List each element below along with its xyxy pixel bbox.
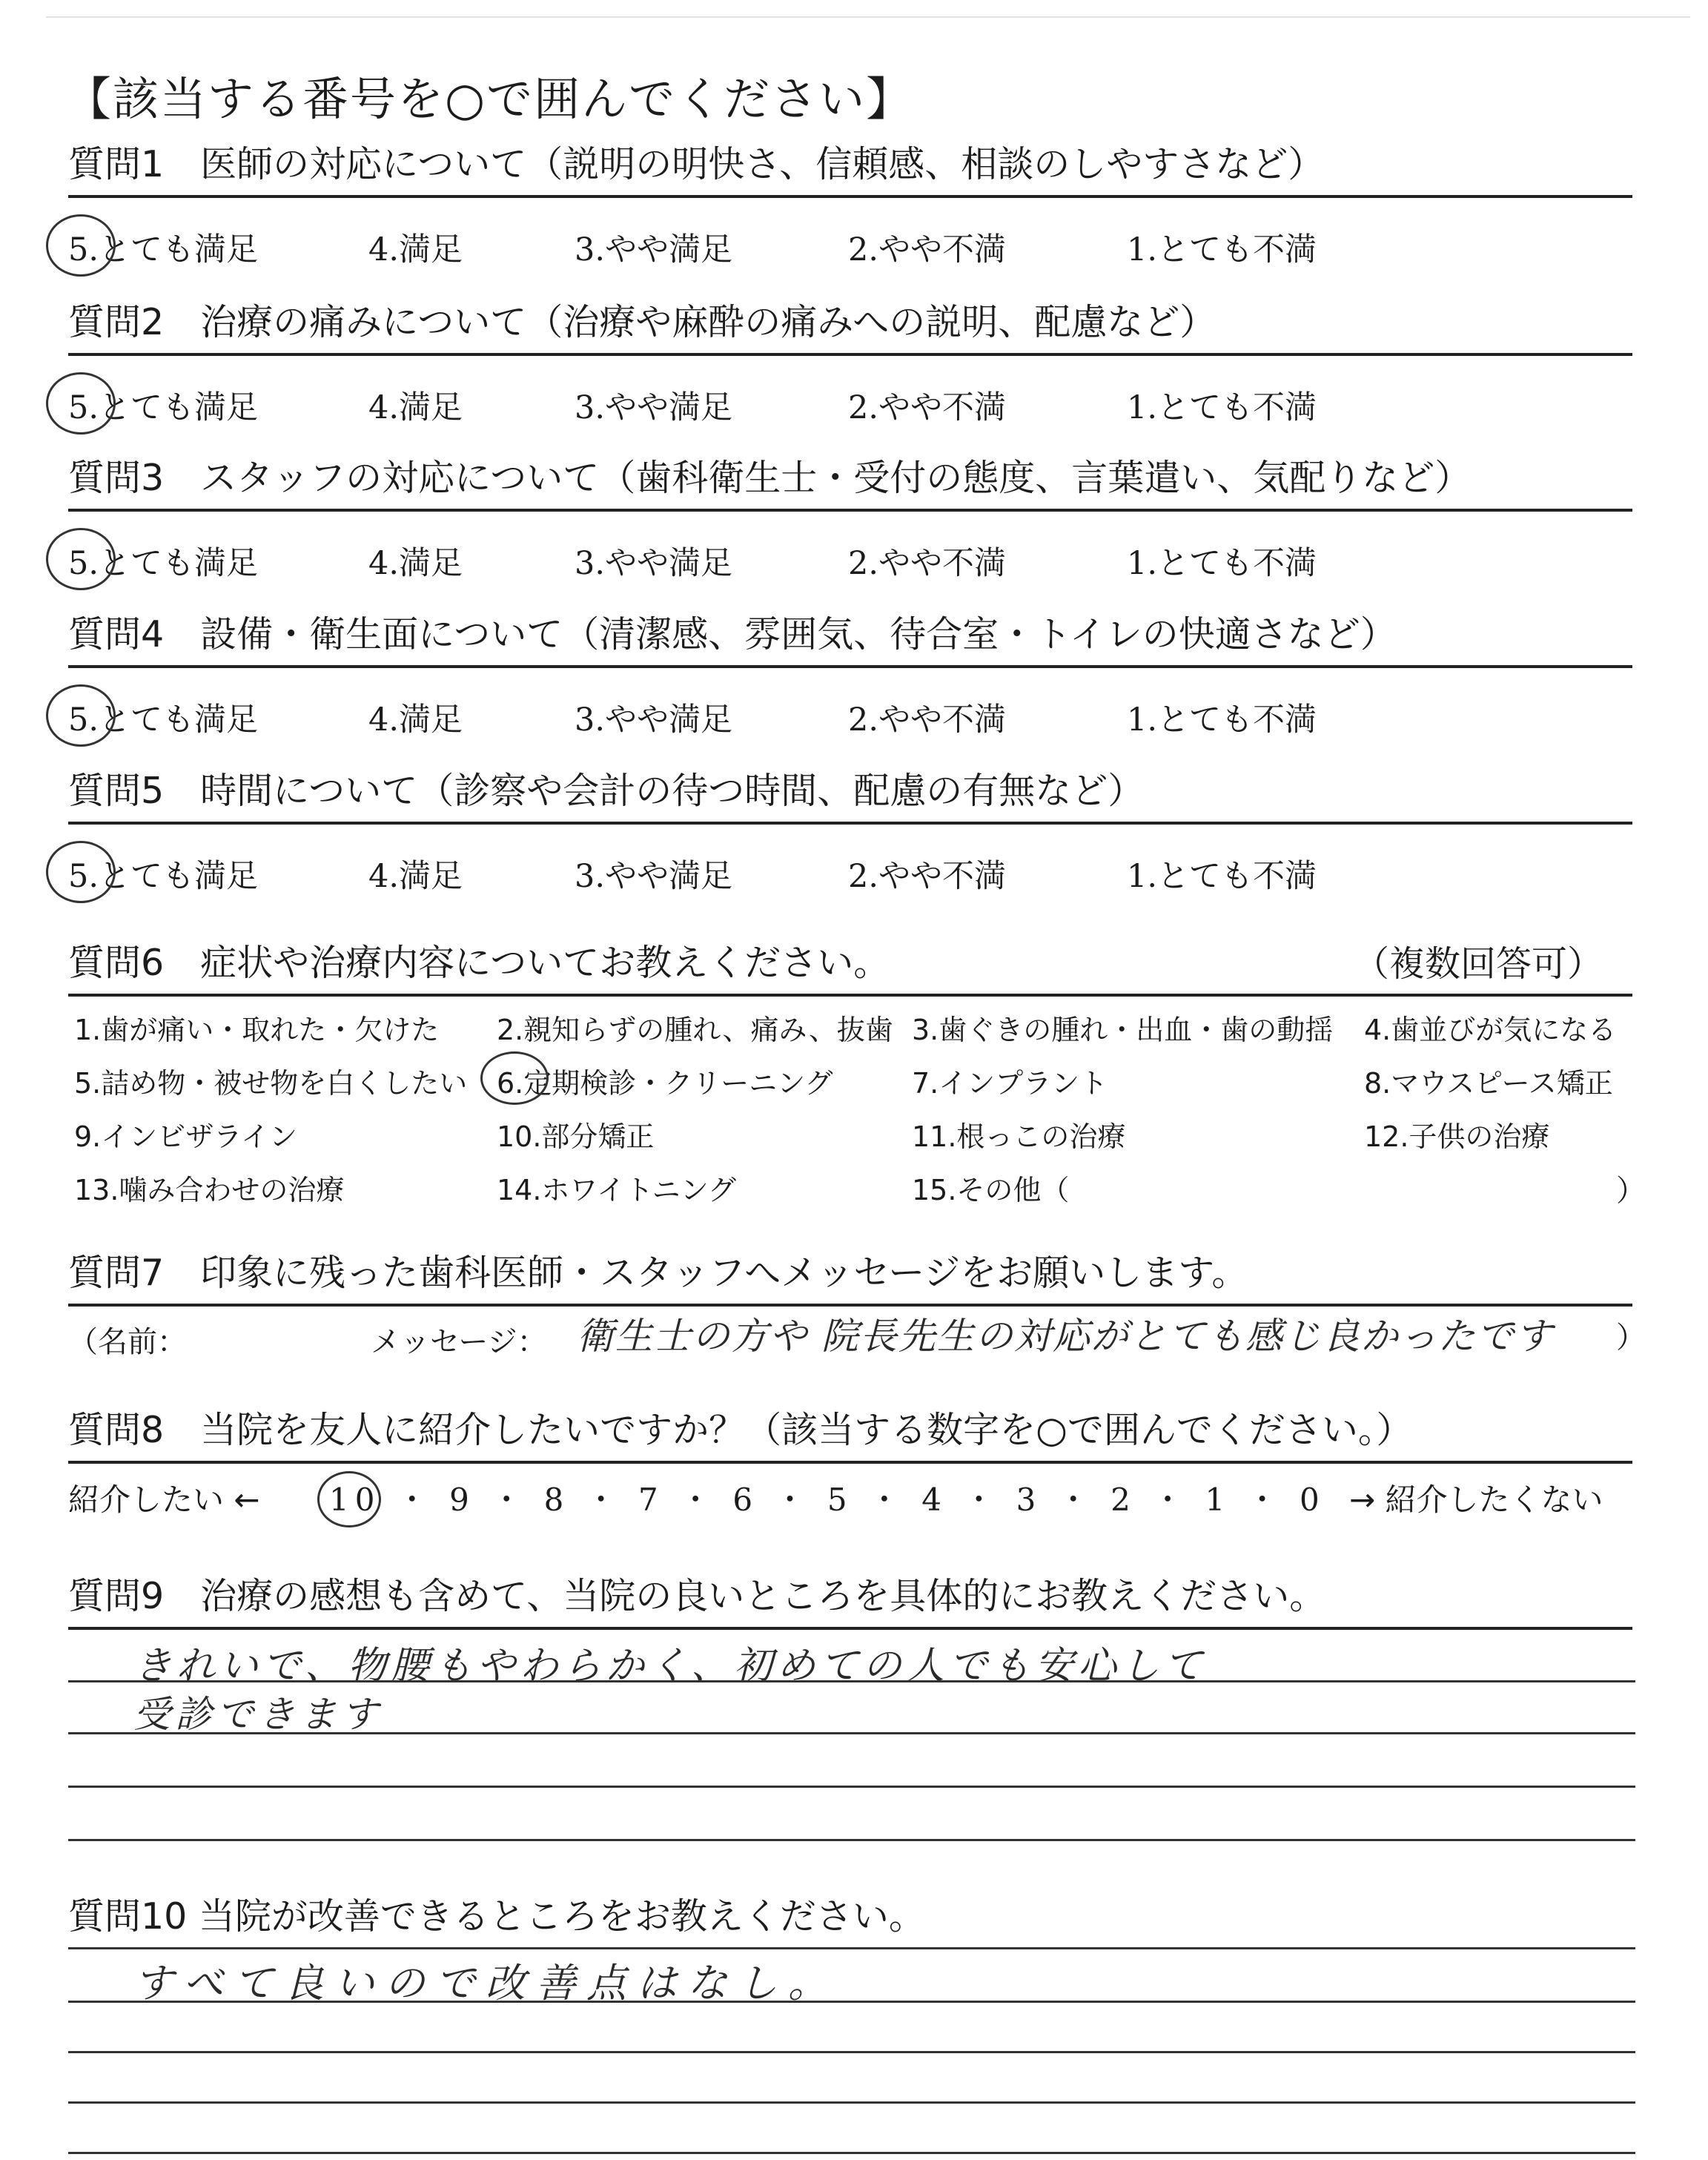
rating-option[interactable]: 4.満足 xyxy=(368,858,463,895)
q6-option[interactable]: 9.インビザライン xyxy=(74,1120,298,1153)
question-4-header xyxy=(68,607,1632,668)
question-8-text: 質問8 当院を友人に紹介したいですか？（該当する数字を○で囲んでください。） xyxy=(68,1409,1413,1451)
question-7-text: 質問7 印象に残った歯科医師・スタッフへメッセージをお願いします。 xyxy=(68,1252,1248,1294)
rating-option[interactable]: 1.とても不満 xyxy=(1127,545,1317,582)
rating-option[interactable]: 3.やや満足 xyxy=(575,231,733,268)
rating-option[interactable]: 3.やや満足 xyxy=(575,545,733,582)
q9-handwriting-line-2: 受診できます xyxy=(133,1693,383,1736)
recommend-left-label: 紹介したい ← xyxy=(68,1482,260,1518)
question-5-options xyxy=(68,851,1632,896)
q6-option[interactable]: 10.部分矯正 xyxy=(497,1120,655,1153)
scan-top-edge xyxy=(46,16,1690,18)
question-5-header xyxy=(68,764,1632,825)
rating-option[interactable]: 3.やや満足 xyxy=(575,701,733,739)
rating-option[interactable]: 3.やや満足 xyxy=(575,389,733,426)
q6-option[interactable]: 8.マウスピース矯正 xyxy=(1364,1067,1613,1100)
q6-option[interactable]: 11.根っこの治療 xyxy=(912,1120,1126,1153)
question-10-header xyxy=(68,1889,1632,1947)
q6-option[interactable]: 4.歯並びが気になる xyxy=(1364,1014,1617,1046)
rating-option[interactable]: 4.満足 xyxy=(368,701,463,739)
rating-option[interactable]: 2.やや不満 xyxy=(848,701,1007,739)
selection-circle xyxy=(317,1471,381,1527)
question-1-text: 質問1 医師の対応について（説明の明快さ、信頼感、相談のしやすさなど） xyxy=(68,143,1325,185)
selection-circle xyxy=(46,214,116,277)
answer-line xyxy=(68,2001,1635,2003)
rating-option[interactable]: 4.満足 xyxy=(368,545,463,582)
q6-option[interactable]: 12.子供の治療 xyxy=(1364,1120,1550,1153)
rating-option[interactable]: 5.とても満足 xyxy=(68,231,259,268)
rating-option[interactable]: 1.とても不満 xyxy=(1127,231,1317,268)
answer-line xyxy=(68,1732,1635,1734)
q10-handwriting: すべて良いので改善点はなし。 xyxy=(133,1960,838,2007)
name-label: （名前： xyxy=(68,1325,187,1359)
q6-option[interactable]: 14.ホワイトニング xyxy=(497,1174,737,1206)
rating-option[interactable]: 5.とても満足 xyxy=(68,545,259,582)
question-1-options xyxy=(68,225,1632,269)
question-3-options xyxy=(68,538,1632,583)
answer-line xyxy=(68,2051,1635,2053)
question-9-header xyxy=(68,1569,1632,1630)
page-title: 【該当する番号を○で囲んでください】 xyxy=(65,72,914,126)
rating-option[interactable]: 1.とても不満 xyxy=(1127,858,1317,895)
question-5-text: 質問5 時間について（診察や会計の待つ時間、配慮の有無など） xyxy=(68,770,1145,812)
answer-line xyxy=(68,1786,1635,1788)
question-6-text: 質問6 症状や治療内容についてお教えください。 xyxy=(68,942,890,984)
rating-option[interactable]: 4.満足 xyxy=(368,231,463,268)
selection-circle xyxy=(46,841,116,903)
selection-circle xyxy=(46,684,116,747)
question-6-options xyxy=(74,1007,1646,1229)
rating-option[interactable]: 2.やや不満 xyxy=(848,545,1007,582)
question-3-text: 質問3 スタッフの対応について（歯科衛生士・受付の態度、言葉遣い、気配りなど） xyxy=(68,457,1472,499)
q6-option[interactable]: 3.歯ぐきの腫れ・出血・歯の動揺 xyxy=(912,1014,1334,1046)
rating-option[interactable]: 5.とても満足 xyxy=(68,701,259,739)
rating-option[interactable]: 2.やや不満 xyxy=(848,858,1007,895)
q6-option[interactable]: 1.歯が痛い・取れた・欠けた xyxy=(74,1014,440,1046)
question-4-options xyxy=(68,695,1632,739)
rating-option[interactable]: 4.満足 xyxy=(368,389,463,426)
question-10-text: 質問10 当院が改善できるところをお教えください。 xyxy=(68,1895,925,1938)
message-handwriting: 衛生士の方や 院長先生の対応がとても感じ良かったです xyxy=(577,1315,1554,1358)
rating-option[interactable]: 2.やや不満 xyxy=(848,389,1007,426)
selection-circle xyxy=(480,1051,549,1105)
selection-circle xyxy=(46,528,116,590)
question-7-header xyxy=(68,1246,1632,1307)
question-4-text: 質問4 設備・衛生面について（清潔感、雰囲気、待合室・トイレの快適さなど） xyxy=(68,613,1397,655)
message-label: メッセージ： xyxy=(371,1325,547,1359)
rating-option[interactable]: 5.とても満足 xyxy=(68,858,259,895)
selection-circle xyxy=(46,372,116,435)
answer-line xyxy=(68,1839,1635,1841)
rating-option[interactable]: 1.とても不満 xyxy=(1127,389,1317,426)
question-6-header xyxy=(68,936,1632,997)
q6-option[interactable]: 7.インプラント xyxy=(912,1067,1108,1100)
answer-line xyxy=(68,2101,1635,2104)
question-6-note: （複数回答可） xyxy=(1353,943,1603,985)
q6-other-close-paren: ） xyxy=(1616,1174,1646,1208)
question-2-header xyxy=(68,295,1632,356)
question-2-text: 質問2 治療の痛みについて（治療や麻酔の痛みへの説明、配慮など） xyxy=(68,301,1217,343)
question-3-header xyxy=(68,451,1632,512)
recommend-right-label: → 紹介したくない xyxy=(1349,1482,1603,1518)
rating-option[interactable]: 2.やや不満 xyxy=(848,231,1007,268)
q9-handwriting-line-1: きれいで、物腰もやわらかく、初めての人でも安心して xyxy=(133,1644,1207,1688)
message-close-paren: ） xyxy=(1616,1321,1646,1355)
answer-line xyxy=(68,2152,1635,2154)
question-9-text: 質問9 治療の感想も含めて、当院の良いところを具体的にお教えください。 xyxy=(68,1575,1326,1617)
rating-option[interactable]: 1.とても不満 xyxy=(1127,701,1317,739)
q6-option[interactable]: 5.詰め物・被せ物を白くしたい xyxy=(74,1067,468,1100)
answer-line xyxy=(68,1947,1635,1949)
recommend-scale[interactable]: 10 ・ 9 ・ 8 ・ 7 ・ 6 ・ 5 ・ 4 ・ 3 ・ 2 ・ 1 ・ 0 xyxy=(329,1482,1325,1518)
q6-option-selected[interactable]: 6.定期検診・クリーニング xyxy=(497,1067,833,1100)
rating-option[interactable]: 3.やや満足 xyxy=(575,858,733,895)
q6-option[interactable]: 2.親知らずの腫れ、痛み、抜歯 xyxy=(497,1014,893,1046)
q6-option[interactable]: 13.噛み合わせの治療 xyxy=(74,1174,345,1206)
question-2-options xyxy=(68,383,1632,427)
question-8-header xyxy=(68,1403,1632,1464)
question-1-header xyxy=(68,137,1632,198)
answer-line xyxy=(68,1680,1635,1682)
rating-option[interactable]: 5.とても満足 xyxy=(68,389,259,426)
q6-option[interactable]: 15.その他（ xyxy=(912,1174,1070,1206)
